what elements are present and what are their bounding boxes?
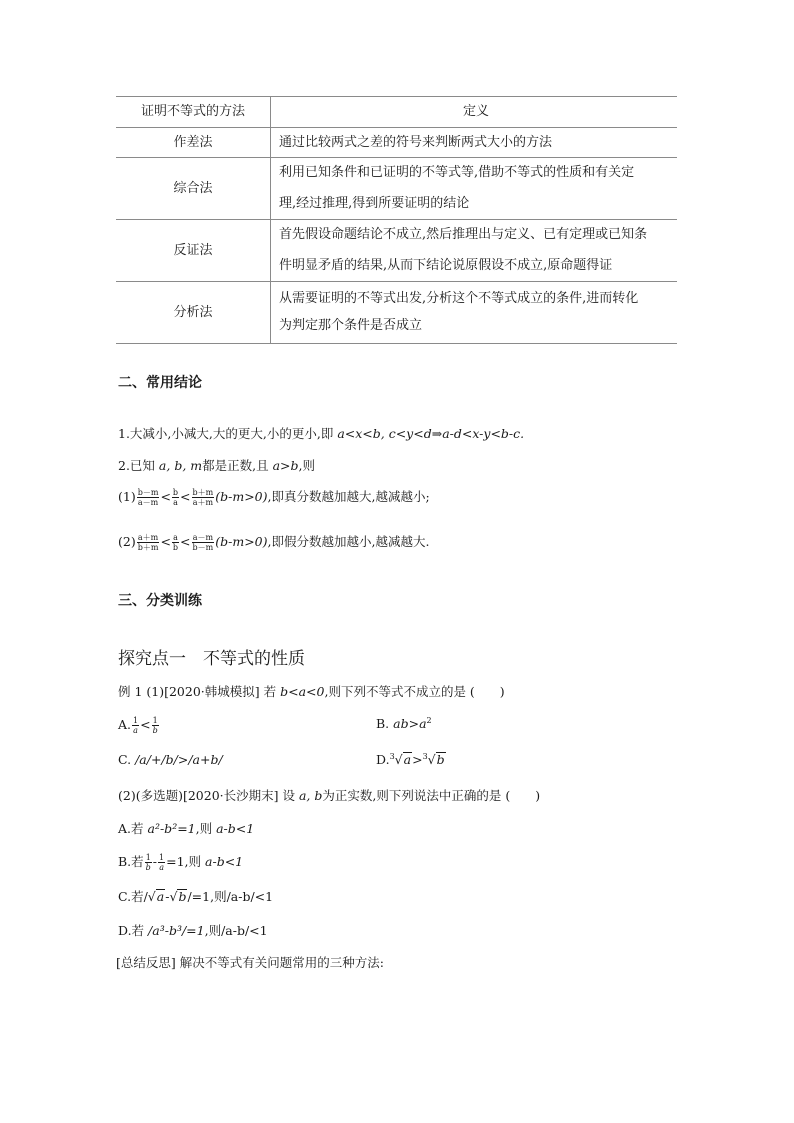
option-b: B. $ab>a^2$ xyxy=(376,716,432,732)
option-a-label: A. xyxy=(118,717,132,732)
item-text: 1.大减小,小减大,大的更大,小的更小,即 xyxy=(118,426,334,441)
fraction xyxy=(192,488,215,507)
fraction-numerator: b＋m xyxy=(192,488,214,497)
fraction-numerator: a＋m xyxy=(137,533,159,542)
fraction-denominator: b xyxy=(152,726,158,735)
sub-text: ,即真分数越加越大,越减越小; xyxy=(267,489,430,504)
definition-text: 从需要证明的不等式出发,分析这个不等式成立的条件,进而转化 xyxy=(279,291,639,306)
example-1-stem xyxy=(118,682,505,700)
sub-label: (2) xyxy=(118,534,136,549)
option-math: a-b<1 xyxy=(205,854,244,869)
definition-text: 首先假设命题结论不成立,然后推理出与定义、已有定理或已知条 xyxy=(279,227,648,242)
header-method: 证明不等式的方法 xyxy=(116,97,271,128)
option-d-label: D. xyxy=(376,752,390,768)
fraction-numerator: 1 xyxy=(152,716,158,725)
fraction-numerator: a xyxy=(173,533,178,542)
table-row xyxy=(116,220,677,282)
definition-cell xyxy=(271,220,678,282)
fraction xyxy=(132,716,139,735)
fraction-numerator: b xyxy=(172,488,179,497)
item-text: ,则 xyxy=(298,458,316,473)
option-text: /=1,则/a-b/<1 xyxy=(187,889,274,904)
fraction-denominator: a－m xyxy=(137,498,159,507)
option-c-math: /a/+/b/>/a+b/ xyxy=(135,752,223,767)
option-text: =1,则 xyxy=(166,854,202,869)
conclusion-item-2 xyxy=(118,456,315,474)
fraction xyxy=(152,716,159,735)
question-2-stem xyxy=(118,786,540,804)
fraction xyxy=(172,533,179,552)
method-cell: 综合法 xyxy=(116,158,271,220)
header-definition: 定义 xyxy=(271,97,678,128)
stem-text: ,则下列不等式不成立的是 ( ) xyxy=(324,684,505,699)
fraction-denominator: b xyxy=(172,543,179,552)
fraction-numerator: 1 xyxy=(159,853,165,862)
definition-text: 理,经过推理,得到所要证明的结论 xyxy=(279,196,470,211)
fraction xyxy=(145,853,152,872)
item-text: 都是正数,且 xyxy=(202,458,269,473)
option-text: D.若 xyxy=(118,923,145,938)
item-text: 2.已知 xyxy=(118,458,155,473)
fraction-denominator: b－m xyxy=(192,543,214,552)
fraction-denominator: a xyxy=(133,726,138,735)
option-b-label: B. xyxy=(376,716,390,732)
conclusion-sub-2: (2) $\frac{a+m}{b+m}$ < $\frac{a}{b}$ < $\frac{a-m}{b-m}$ (b-m>0),即假分数越加越小,越减越大. xyxy=(118,533,430,552)
fraction xyxy=(137,533,160,552)
fraction-denominator: a xyxy=(173,498,178,507)
option-math: a-b<1 xyxy=(216,821,255,836)
item-math: a, b, m xyxy=(158,458,203,473)
method-cell: 分析法 xyxy=(116,282,271,344)
fraction-numerator: a－m xyxy=(192,533,214,542)
stem-text: 为正实数,则下列说法中正确的是 ( ) xyxy=(322,788,541,803)
sub-label: (1) xyxy=(118,489,136,504)
q2-option-d xyxy=(118,921,268,939)
option-row-ab: A. $\frac{1}{a}$ < $\frac{1}{b}$ B. $ab>a^2$ xyxy=(118,716,432,735)
methods-table xyxy=(116,96,677,344)
table-row xyxy=(116,128,677,158)
definition-cell xyxy=(271,282,678,344)
method-cell: 作差法 xyxy=(116,128,271,158)
conclusion-item-1 xyxy=(118,424,524,442)
fraction xyxy=(158,853,165,872)
method-cell: 反证法 xyxy=(116,220,271,282)
option-text: A.若 xyxy=(118,821,144,836)
q2-option-c: C.若/√a-√b/=1,则/a-b/<1 xyxy=(118,889,274,904)
fraction xyxy=(192,533,215,552)
option-row-cd xyxy=(118,752,445,768)
subsection-title: 探究点一 不等式的性质 xyxy=(118,649,305,669)
option-math: a²-b²=1 xyxy=(147,821,196,836)
section-heading-conclusions: 二、常用结论 xyxy=(118,375,202,391)
stem-text: 例 1 (1)[2020·韩城模拟] 若 xyxy=(118,684,277,699)
option-b-math: ab>a xyxy=(393,716,427,732)
item-math: a>b xyxy=(272,458,299,473)
stem-text: (2)(多选题)[2020·长沙期末] 设 xyxy=(118,788,295,803)
fraction-numerator: 1 xyxy=(145,853,151,862)
sub-text: ,即假分数越加越小,越减越大. xyxy=(267,534,430,549)
table-row xyxy=(116,158,677,220)
fraction xyxy=(172,488,179,507)
option-text: C. xyxy=(118,889,132,904)
definition-text: 通过比较两式之差的符号来判断两式大小的方法 xyxy=(279,134,553,150)
condition: (b-m>0) xyxy=(215,534,268,549)
item-math: a<x<b, c<y<d⇒a-d<x-y<b-c. xyxy=(337,426,525,441)
option-text: ,则/a-b/<1 xyxy=(204,923,268,938)
option-text: ,则 xyxy=(195,821,213,836)
fraction-denominator: b xyxy=(145,863,151,872)
fraction-numerator: b－m xyxy=(137,488,159,497)
section-heading-training: 三、分类训练 xyxy=(118,593,202,609)
fraction xyxy=(137,488,160,507)
option-math: /a³-b³/=1 xyxy=(148,923,205,938)
fraction-denominator: a＋m xyxy=(192,498,214,507)
fraction-denominator: a xyxy=(159,863,164,872)
option-text: B.若 xyxy=(118,854,144,869)
definition-text: 件明显矛盾的结果,从而下结论说原假设不成立,原命题得证 xyxy=(279,258,613,273)
option-c-label: C. xyxy=(118,752,132,767)
definition-cell xyxy=(271,128,678,158)
q2-option-a xyxy=(118,819,254,837)
fraction-denominator: b＋m xyxy=(137,543,159,552)
summary-note: [总结反思] 解决不等式有关问题常用的三种方法: xyxy=(116,955,384,970)
definition-cell xyxy=(271,158,678,220)
stem-math: a, b xyxy=(298,788,323,803)
table-row xyxy=(116,282,677,344)
definition-text: 为判定那个条件是否成立 xyxy=(279,318,423,333)
stem-math: b<a<0 xyxy=(280,684,325,699)
conclusion-sub-1: (1) $\frac{b-m}{a-m}$ < $\frac{b}{a}$ < $\frac{b+m}{a+m}$ (b-m>0),即真分数越加越大,越减越小; xyxy=(118,488,430,507)
definition-text: 利用已知条件和已证明的不等式等,借助不等式的性质和有关定 xyxy=(279,165,635,180)
fraction-numerator: 1 xyxy=(133,716,139,725)
q2-option-b: B.若 $\frac{1}{b}$ - $\frac{1}{a}$ =1,则 a-b<1 xyxy=(118,853,244,872)
condition: (b-m>0) xyxy=(215,489,268,504)
option-d: D.$^3$√a>$^3$√b xyxy=(376,752,445,768)
table-header-row xyxy=(116,97,677,128)
